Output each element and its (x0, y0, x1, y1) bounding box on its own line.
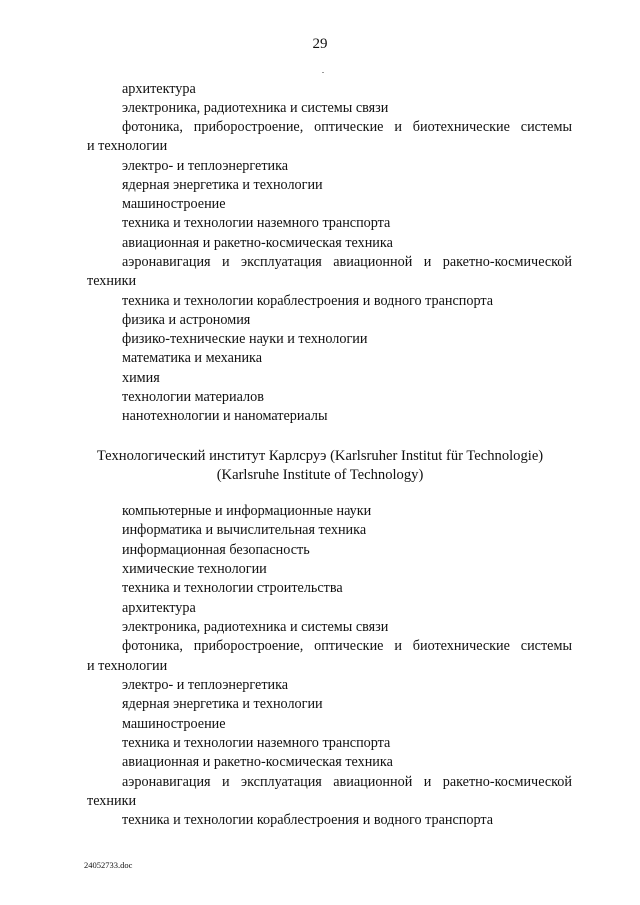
institute-title-english: (Karlsruhe Institute of Technology) (216, 467, 424, 483)
list-item-continuation: и технологии (87, 658, 168, 674)
page-number: 29 (312, 36, 328, 52)
list-item: химия (122, 370, 160, 386)
file-name-footer: 24052733.doc (84, 860, 133, 870)
institute-title: Технологический институт Карлсруэ (Karlsruher Institut für Technologie) (96, 448, 544, 464)
list-item: компьютерные и информационные науки (122, 503, 372, 519)
list-item: авиационная и ракетно-космическая техника (122, 754, 393, 770)
list-item: архитектура (122, 600, 196, 616)
list-item: электро- и теплоэнергетика (122, 677, 289, 693)
list-item: электро- и теплоэнергетика (122, 158, 289, 174)
list-item: техника и технологии наземного транспорта (122, 735, 391, 751)
list-item: химические технологии (122, 561, 267, 577)
list-item: фотоника, приборостроение, оптические и биотехнические системы (122, 119, 572, 135)
list-item: техника и технологии наземного транспорта (122, 215, 391, 231)
list-item-continuation: техники (87, 273, 137, 289)
list-item-continuation: и технологии (87, 138, 168, 154)
list-item: ядерная энергетика и технологии (122, 696, 323, 712)
list-item: техника и технологии кораблестроения и водного транспорта (122, 293, 494, 309)
list-item: технологии материалов (122, 389, 264, 405)
list-item: архитектура (122, 81, 196, 97)
list-item-continuation: техники (87, 793, 137, 809)
list-item: электроника, радиотехника и системы связи (122, 100, 389, 116)
list-item: фотоника, приборостроение, оптические и биотехнические системы (122, 638, 572, 654)
list-item: авиационная и ракетно-космическая техника (122, 235, 393, 251)
list-item: ядерная энергетика и технологии (122, 177, 323, 193)
list-item: техника и технологии кораблестроения и водного транспорта (122, 812, 494, 828)
scan-mark (322, 72, 324, 73)
list-item: аэронавигация и эксплуатация авиационной и ракетно-космической (122, 254, 572, 270)
list-item: математика и механика (122, 350, 263, 366)
list-item: техника и технологии строительства (122, 580, 343, 596)
list-item: машиностроение (122, 716, 226, 732)
list-item: физика и астрономия (122, 312, 251, 328)
list-item: информатика и вычислительная техника (122, 522, 367, 538)
list-item: аэронавигация и эксплуатация авиационной и ракетно-космической (122, 774, 572, 790)
list-item: информационная безопасность (122, 542, 310, 558)
list-item: нанотехнологии и наноматериалы (122, 408, 328, 424)
list-item: машиностроение (122, 196, 226, 212)
list-item: электроника, радиотехника и системы связи (122, 619, 389, 635)
list-item: физико-технические науки и технологии (122, 331, 368, 347)
